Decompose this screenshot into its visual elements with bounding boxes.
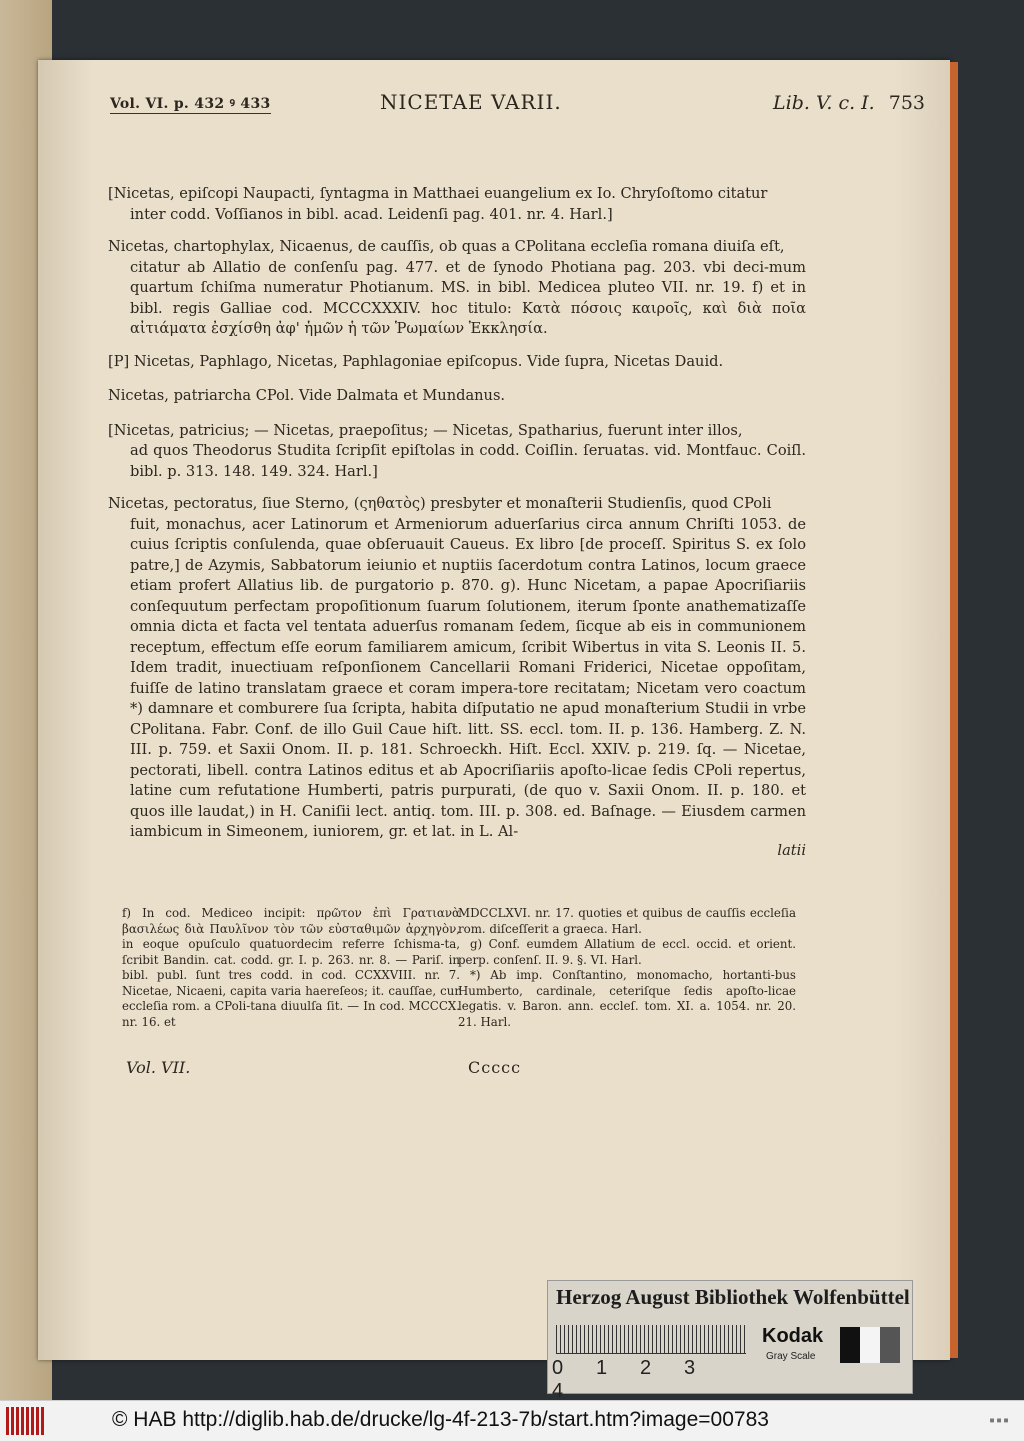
running-head: [70, 90, 950, 126]
footnote-f: f) In cod. Mediceo incipit: πρῶτον ἐπὶ Γρατιανὰ βασιλέως διὰ Παυλῖνον τὸν τῶν εὐσταθιμῶν ἀρχηγὸν, in eoque opuſculo quatuordecim referre ſchisma-ta, ſcribit Bandin. cat. codd. gr. I. p. 263. nr. 8. — Pariſ. in bibl. publ. ſunt tres codd. in cod. CCXXVIII. nr. 7. Nicetae, Nicaeni, capita varia haereſeos; it. cauſſae, cur eccleſia rom. a CPoli-tana diuulſa ſit. — In cod. MCCCX. nr. 16. et: [122, 906, 460, 1029]
entry-lead: Nicetas, pectoratus, ſiue Sterno, (ςηθατὸς) presbyter et monaſterii Studienſis, quod CPoli: [108, 495, 772, 512]
page-heading: NICETAE VARII.: [380, 90, 562, 114]
gray-patch: [840, 1327, 860, 1363]
kodak-logo: Kodak: [762, 1325, 824, 1347]
footnotes: [108, 906, 808, 1052]
gray-scale-patches: [840, 1327, 900, 1363]
main-text: [108, 184, 806, 873]
footnote-asterisk: *) Ab imp. Conſtantino, monomacho, hortanti-bus Humberto, cardinale, ceteriſque ſedis apoſto-licae legatis. v. Baron. ann. eccleſ. tom. XI. a. 1054. nr. 20. 21. Harl.: [458, 968, 796, 1029]
ruler-number: 2: [640, 1357, 652, 1379]
gathering-signature: Ccccc: [468, 1058, 522, 1077]
chapter-reference: Lib. V. c. I.: [773, 92, 875, 114]
entry-lead: [Nicetas, epiſcopi Naupacti, ſyntagma in Matthaei euangelium ex Io. Chryſoſtomo citatur: [108, 185, 768, 202]
footnotes-right-column: [458, 906, 796, 1030]
footnote-g: g) Conf. eumdem Allatium de eccl. occid. et orient. perp. conſenſ. II. 9. §. VI. Harl.: [458, 937, 796, 967]
catchword: latii: [777, 841, 806, 859]
viewer-footer: [0, 1400, 1024, 1441]
entry-nicetas-pectoratus: [108, 494, 806, 861]
entry-continuation: ad quos Theodorus Studita ſcripſit epiſtolas in codd. Coiſlin. ſeruatas. vid. Montfauc. Coiſl. bibl. p. 313. 148. 149. 324. Harl.]: [130, 442, 806, 480]
scale-ruler: [556, 1325, 746, 1354]
entry-lead: Nicetas, patriarcha CPol. Vide Dalmata et Mundanus.: [108, 387, 506, 404]
footnote-f-continued: MDCCLXVI. nr. 17. quoties et quibus de cauſſis eccleſia rom. diſceſſerit a graeca. Harl.: [458, 906, 796, 936]
ruler-number: 0: [552, 1357, 564, 1379]
page-number: 753: [888, 92, 925, 114]
gray-patch: [860, 1327, 880, 1363]
volume-signature: Vol. VII.: [126, 1058, 191, 1077]
gray-scale-label: Gray Scale: [766, 1351, 816, 1362]
footnotes-left-column: [122, 906, 460, 1030]
library-color-card: [547, 1280, 913, 1400]
footer-dots-icon: ▪▪▪: [988, 1415, 1010, 1426]
entry-continuation: fuit, monachus, acer Latinorum et Armeniorum aduerſarius circa annum Chriſti 1053. de cuius ſcriptis conſulenda, quae obſeruauit Caueus. Ex libro [de proceſſ. Spiritus S. ex ſolo patre,] de Azymis, Sabbatorum ieiunio et nuptiis ſacerdotum contra Latinos, locum graece etiam profert Allatius lib. de purgatorio p. 870. g). Hunc Nicetam, a papae Apocriſiariis conſequutum perfectam propoſitionum ſuarum ſolutionem, iterum ſponte anathematizaſſe omnia dicta et facta vel tentata aduerſus romanam ſedem, ſicque ab eis in communionem receptum, effectum eſſe eorum familiarem amicum, ſcribit Wibertus in vita S. Leonis II. 5. Idem tradit, inuectiuam reſponſionem Cancellarii Romani Friderici, Nicetae oppoſitam, fuiſſe de latino translatam graece et coram impera-tore recitatam; Nicetam vero coactum *) damnare et comburere ſua ſcripta, habita diſputatio ne apud monaſterium Studii in vrbe CPolitana. Fabr. Conf. de illo Guil Caue hiſt. litt. SS. eccl. tom. II. p. 136. Hamberg. Z. N. III. p. 759. et Saxii Onom. II. p. 181. Schroeckh. Hiſt. Eccl. XXIV. p. 219. ſq. — Nicetae, pectorati, libell. contra Latinos editus et ab Apocriſiariis apoſto-licae ſedis CPoli repertus, latine cum refutatione Humberti, patris purpurati, (de quo v. Saxii Onom. II. p. 180. et quos ille laudat,) in H. Caniſii lect. antiq. tom. III. p. 308. ed. Baſnage. — Eiusdem carmen iambicum in Simeonem, iuniorem, gr. et lat. in L. Al-: [130, 515, 806, 840]
ruler-number: 4: [552, 1380, 564, 1400]
ruler-numbers: [552, 1357, 762, 1400]
entry-lead: [Nicetas, patricius; — Nicetas, praepoſitus; — Nicetas, Spatharius, fuerunt inter illos,: [108, 421, 743, 439]
gray-patch: [880, 1327, 900, 1363]
ruler-number: 3: [684, 1357, 696, 1379]
entry-continuation: inter codd. Voſſianos in bibl. acad. Leidenſi pag. 401. nr. 4. Harl.]: [130, 205, 613, 223]
entry-nicetas-patriarcha: [108, 386, 806, 407]
entry-nicetas-paphlago: [108, 352, 806, 373]
ruler-number: 1: [596, 1357, 608, 1379]
library-name: Herzog August Bibliothek Wolfenbüttel: [556, 1285, 910, 1309]
entry-continuation: citatur ab Allatio de conſenſu pag. 477. et de ſynodo Photiana pag. 203. vbi deci-mum quartum ſchiſma numeratur Photianum. MS. in bibl. Medicea pluteo VII. nr. 19. f) et in bibl. regis Galliae cod. MCCCXXXIV. hoc titulo: Κατὰ πόσοις καιροῖς, καὶ διὰ ποῖα αἰτιάματα ἐσχίσθη ἀφ' ἡμῶν ἡ τῶν Ῥωμαίων Ἐκκλησία.: [130, 258, 806, 337]
hab-logo-icon: [6, 1407, 46, 1435]
entry-nicetas-chartophylax: [108, 237, 806, 340]
entry-lead: [P] Nicetas, Paphlago, Nicetas, Paphlagoniae epiſcopus. Vide ſupra, Nicetas Dauid.: [108, 352, 724, 370]
entry-nicetas-patricius: [108, 421, 806, 483]
page-color-edge: [950, 62, 958, 1358]
entry-nicetas-naupacti: [108, 184, 806, 225]
entry-lead: Nicetas, chartophylax, Nicaenus, de cauſſis, ob quas a CPolitana eccleſia romana diuiſa eſt,: [108, 238, 785, 255]
copyright-url[interactable]: © HAB http://diglib.hab.de/drucke/lg-4f-213-7b/start.htm?image=00783: [112, 1408, 769, 1431]
book-chapter: [773, 92, 925, 114]
volume-reference: Vol. VI. p. 432 ꝰ 433: [110, 96, 271, 112]
